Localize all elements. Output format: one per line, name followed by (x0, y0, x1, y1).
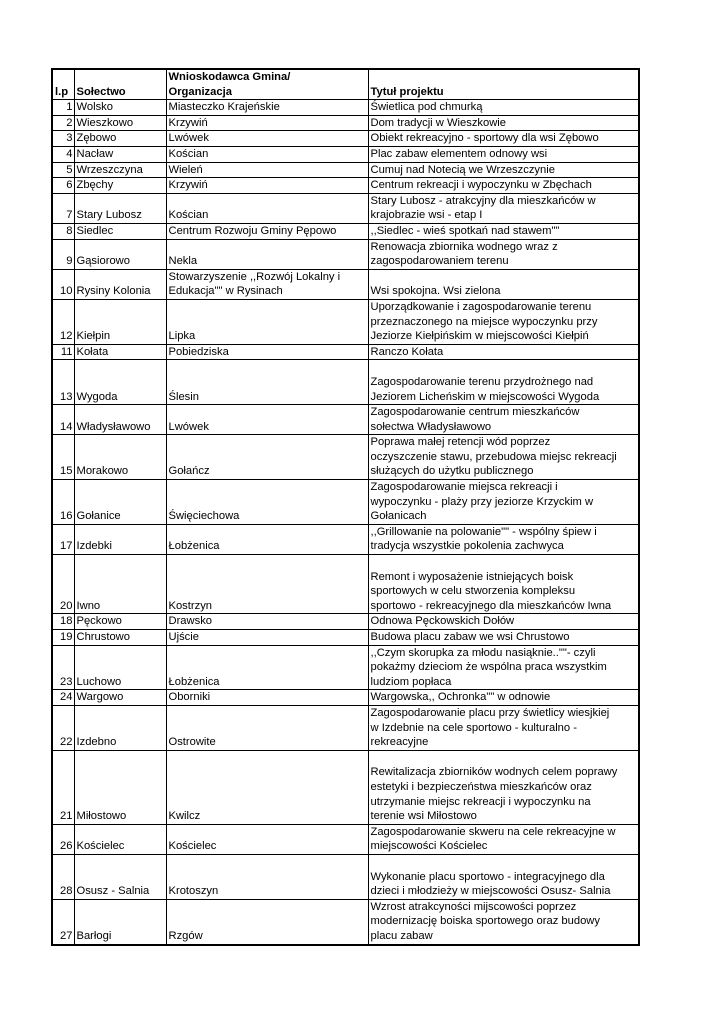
projects-table (51, 68, 640, 946)
cell-tytul: Uporządkowanie i zagospodarowanie terenu przeznaczonego na miejsce wypoczynku przy Jeziorze Kiełpińskim w miejscowości Kiełpiń (368, 299, 639, 344)
cell-tytul: Cumuj nad Notecią we Wrzeszczynie (368, 162, 639, 178)
cell-wnioskodawca: Krotoszyn (166, 855, 368, 900)
cell-lp: 20 (52, 555, 74, 614)
cell-solectwo: Wieszkowo (74, 115, 166, 131)
cell-lp: 12 (52, 299, 74, 344)
cell-solectwo: Stary Lubosz (74, 193, 166, 223)
cell-solectwo: Władysławowo (74, 405, 166, 435)
cell-wnioskodawca: Kościelec (166, 824, 368, 854)
cell-tytul: Wargowska,, Ochronka"" w odnowie (368, 690, 639, 706)
cell-lp: 26 (52, 824, 74, 854)
cell-wnioskodawca: Nekla (166, 239, 368, 269)
cell-solectwo: Izdebno (74, 706, 166, 751)
cell-tytul: Renowacja zbiornika wodnego wraz z zagospodarowaniem terenu (368, 239, 639, 269)
table-row (52, 193, 639, 223)
cell-wnioskodawca: Kwilcz (166, 750, 368, 824)
table-row (52, 555, 639, 614)
cell-lp: 27 (52, 899, 74, 944)
cell-solectwo: Nacław (74, 146, 166, 162)
cell-wnioskodawca: Kościan (166, 193, 368, 223)
table-row (52, 899, 639, 944)
cell-wnioskodawca: Kościan (166, 146, 368, 162)
cell-wnioskodawca: Rzgów (166, 899, 368, 944)
cell-solectwo: Luchowo (74, 645, 166, 690)
cell-solectwo: Kołata (74, 344, 166, 360)
cell-tytul: Stary Lubosz - atrakcyjny dla mieszkańców w krajobrazie wsi - etap I (368, 193, 639, 223)
cell-wnioskodawca: Lwówek (166, 405, 368, 435)
table-row (52, 706, 639, 751)
cell-lp: 5 (52, 162, 74, 178)
cell-wnioskodawca: Łobżenica (166, 645, 368, 690)
cell-wnioskodawca: Oborniki (166, 690, 368, 706)
header-wnioskodawca: Wnioskodawca Gmina/ Organizacja (166, 69, 368, 100)
cell-solectwo: Osusz - Salnia (74, 855, 166, 900)
cell-lp: 2 (52, 115, 74, 131)
table-row (52, 162, 639, 178)
cell-lp: 4 (52, 146, 74, 162)
cell-solectwo: Zbęchy (74, 178, 166, 194)
cell-tytul: Odnowa Pęckowskich Dołów (368, 614, 639, 630)
cell-tytul: Remont i wyposażenie istniejących boisk sportowych w celu stworzenia kompleksu sportowo - rekreacyjnego dla mieszkańców Iwna (368, 555, 639, 614)
cell-tytul: Wykonanie placu sportowo - integracyjnego dla dzieci i młodzieży w miejscowości Osusz- Salnia (368, 855, 639, 900)
cell-solectwo: Kiełpin (74, 299, 166, 344)
cell-lp: 22 (52, 706, 74, 751)
table-row (52, 115, 639, 131)
cell-lp: 11 (52, 344, 74, 360)
table-row (52, 480, 639, 525)
cell-wnioskodawca: Centrum Rozwoju Gminy Pępowo (166, 223, 368, 239)
table-row (52, 855, 639, 900)
cell-tytul: Zagospodarowanie placu przy świetlicy wiesjkiej w Izdebnie na cele sportowo - kulturalno - rekreacyjne (368, 706, 639, 751)
cell-solectwo: Pęckowo (74, 614, 166, 630)
cell-lp: 16 (52, 480, 74, 525)
cell-solectwo: Chrustowo (74, 630, 166, 646)
table-row (52, 405, 639, 435)
cell-solectwo: Izdebki (74, 524, 166, 554)
cell-tytul: Dom tradycji w Wieszkowie (368, 115, 639, 131)
cell-solectwo: Wrzeszczyna (74, 162, 166, 178)
cell-lp: 6 (52, 178, 74, 194)
cell-tytul: ,,Czym skorupka za młodu nasiąknie..""- czyli pokażmy dzieciom że wspólna praca wszystkim ludziom popłaca (368, 645, 639, 690)
table-row (52, 223, 639, 239)
cell-wnioskodawca: Święciechowa (166, 480, 368, 525)
cell-wnioskodawca: Łobżenica (166, 524, 368, 554)
cell-wnioskodawca: Ujście (166, 630, 368, 646)
table-row (52, 824, 639, 854)
cell-tytul: ,,Siedlec - wieś spotkań nad stawem"" (368, 223, 639, 239)
cell-wnioskodawca: Lwówek (166, 131, 368, 147)
table-row (52, 146, 639, 162)
cell-wnioskodawca: Drawsko (166, 614, 368, 630)
cell-lp: 14 (52, 405, 74, 435)
cell-lp: 15 (52, 435, 74, 480)
cell-wnioskodawca: Wieleń (166, 162, 368, 178)
cell-wnioskodawca: Krzywiń (166, 115, 368, 131)
cell-wnioskodawca: Miasteczko Krajeńskie (166, 100, 368, 116)
cell-tytul: Zagospodarowanie centrum mieszkańców sołectwa Władysławowo (368, 405, 639, 435)
cell-solectwo: Wygoda (74, 360, 166, 405)
cell-lp: 21 (52, 750, 74, 824)
cell-tytul: Zagospodarowanie skweru na cele rekreacyjne w miejscowości Kościelec (368, 824, 639, 854)
cell-solectwo: Siedlec (74, 223, 166, 239)
cell-lp: 3 (52, 131, 74, 147)
cell-tytul: Wsi spokojna. Wsi zielona (368, 269, 639, 299)
cell-solectwo: Iwno (74, 555, 166, 614)
table-row (52, 360, 639, 405)
cell-lp: 13 (52, 360, 74, 405)
cell-solectwo: Kościelec (74, 824, 166, 854)
table-row (52, 178, 639, 194)
cell-lp: 28 (52, 855, 74, 900)
table-body (52, 100, 639, 945)
table-row (52, 690, 639, 706)
cell-solectwo: Miłostowo (74, 750, 166, 824)
header-tytul: Tytuł projektu (368, 69, 639, 100)
cell-tytul: Wzrost atrakcyności mijscowości poprzez modernizację boiska sportowego oraz budowy placu zabaw (368, 899, 639, 944)
header-lp: l.p (52, 69, 74, 100)
table-row (52, 269, 639, 299)
cell-tytul: Budowa placu zabaw we wsi Chrustowo (368, 630, 639, 646)
cell-lp: 9 (52, 239, 74, 269)
cell-wnioskodawca: Pobiedziska (166, 344, 368, 360)
cell-solectwo: Gąsiorowo (74, 239, 166, 269)
cell-lp: 23 (52, 645, 74, 690)
cell-lp: 17 (52, 524, 74, 554)
table-row (52, 299, 639, 344)
table-row (52, 614, 639, 630)
cell-tytul: Ranczo Kołata (368, 344, 639, 360)
cell-lp: 19 (52, 630, 74, 646)
cell-lp: 10 (52, 269, 74, 299)
table-row (52, 750, 639, 824)
cell-tytul: Centrum rekreacji i wypoczynku w Zbęchach (368, 178, 639, 194)
cell-tytul: Świetlica pod chmurką (368, 100, 639, 116)
cell-wnioskodawca: Ostrowite (166, 706, 368, 751)
cell-lp: 8 (52, 223, 74, 239)
header-row (52, 69, 639, 100)
header-solectwo: Sołectwo (74, 69, 166, 100)
cell-solectwo: Morakowo (74, 435, 166, 480)
table-row (52, 239, 639, 269)
cell-lp: 24 (52, 690, 74, 706)
cell-wnioskodawca: Gołańcz (166, 435, 368, 480)
cell-lp: 7 (52, 193, 74, 223)
table-row (52, 435, 639, 480)
cell-solectwo: Wolsko (74, 100, 166, 116)
cell-tytul: Zagospodarowanie terenu przydrożnego nad Jeziorem Licheńskim w miejscowości Wygoda (368, 360, 639, 405)
cell-solectwo: Gołanice (74, 480, 166, 525)
table-row (52, 630, 639, 646)
cell-wnioskodawca: Kostrzyn (166, 555, 368, 614)
cell-wnioskodawca: Stowarzyszenie ,,Rozwój Lokalny i Edukacja"" w Rysinach (166, 269, 368, 299)
cell-solectwo: Wargowo (74, 690, 166, 706)
table-row (52, 645, 639, 690)
cell-lp: 1 (52, 100, 74, 116)
cell-wnioskodawca: Krzywiń (166, 178, 368, 194)
cell-tytul: Obiekt rekreacyjno - sportowy dla wsi Zębowo (368, 131, 639, 147)
cell-wnioskodawca: Lipka (166, 299, 368, 344)
table-row (52, 524, 639, 554)
cell-wnioskodawca: Ślesin (166, 360, 368, 405)
cell-tytul: ,,Grillowanie na polowanie"" - wspólny śpiew i tradycja wszystkie pokolenia zachwyca (368, 524, 639, 554)
cell-tytul: Plac zabaw elementem odnowy wsi (368, 146, 639, 162)
cell-lp: 18 (52, 614, 74, 630)
cell-solectwo: Zębowo (74, 131, 166, 147)
cell-solectwo: Rysiny Kolonia (74, 269, 166, 299)
table-header (52, 69, 639, 100)
table-row (52, 100, 639, 116)
cell-tytul: Rewitalizacja zbiorników wodnych celem poprawy estetyki i bezpieczeństwa mieszkańców oraz utrzymanie miejsc rekreacji i wypoczynku na terenie wsi Miłostowo (368, 750, 639, 824)
cell-tytul: Zagospodarowanie miejsca rekreacji i wypoczynku - plaży przy jeziorze Krzyckim w Gołanicach (368, 480, 639, 525)
table-row (52, 131, 639, 147)
table-row (52, 344, 639, 360)
cell-tytul: Poprawa małej retencji wód poprzez oczyszczenie stawu, przebudowa miejsc rekreacji służących do użytku publicznego (368, 435, 639, 480)
cell-solectwo: Barłogi (74, 899, 166, 944)
